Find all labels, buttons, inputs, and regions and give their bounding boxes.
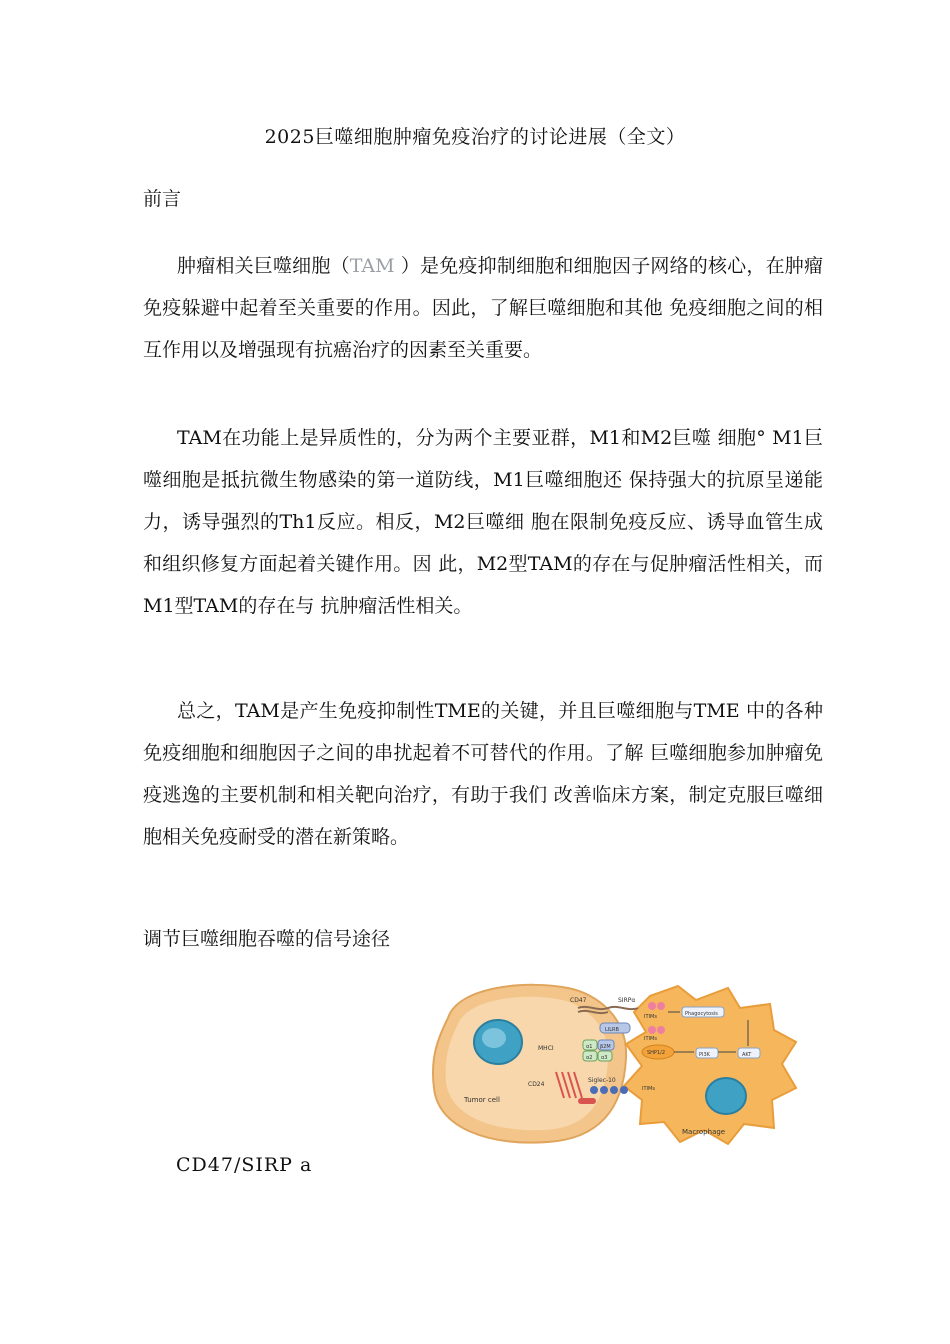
label-itim-1: ITIMs — [644, 1014, 657, 1020]
section-heading-preface: 前言 — [143, 188, 182, 210]
label-itim-3: ITIMs — [642, 1086, 655, 1092]
label-pi3k: PI3K — [699, 1052, 710, 1058]
label-tumor-cell: Tumor cell — [464, 1096, 500, 1104]
label-lilrb: LILRB — [605, 1027, 619, 1033]
paragraph-2: TAM在功能上是异质性的，分为两个主要亚群，M1和M2巨噬 细胞° M1巨噬细胞是抵抗微生物感染的第一道防线，M1巨噬细胞还 保持强大的抗原呈递能力，诱导强烈的Th1反应。相反，M2巨噬细 胞在限制免疫反应、诱导血管生成和组织修复方面起着关键作用。因 此，M2型TAM的存在与促肿瘤活性相关，而M1型TAM的存在与 抗肿瘤活性相关。 — [143, 427, 823, 617]
subheading-cd47-sirpa: CD47/SIRP a — [176, 1154, 313, 1176]
paragraph-1-lead: 肿瘤相关巨噬细胞（ — [177, 255, 350, 277]
label-a2: α2 — [586, 1055, 593, 1061]
label-mhci: MHCI — [538, 1045, 554, 1052]
label-a3: α3 — [601, 1055, 608, 1061]
section-heading-signaling: 调节巨噬细胞吞噬的信号途径 — [143, 928, 391, 950]
label-cd24: CD24 — [528, 1081, 545, 1088]
macrophage-signaling-figure — [428, 978, 800, 1146]
label-b2m: β2M — [600, 1044, 611, 1050]
label-itim-2: ITIMs — [644, 1036, 657, 1042]
label-sirpa: SIRPα — [618, 997, 636, 1004]
paragraph-1 — [143, 245, 823, 371]
page-title: 2025巨噬细胞肿瘤免疫治疗的讨论进展（全文） — [264, 126, 686, 148]
tam-abbrev: TAM — [349, 255, 401, 277]
label-shp: SHP1/2 — [647, 1050, 665, 1056]
label-akt: AKT — [742, 1052, 752, 1058]
label-phagocytosis: Phagocytosis — [685, 1011, 718, 1017]
label-siglec: Siglec-10 — [588, 1077, 616, 1084]
label-cd47: CD47 — [570, 997, 587, 1004]
macrophage-nucleus — [706, 1078, 746, 1114]
label-macrophage: Macrophage — [682, 1128, 726, 1136]
label-a1: α1 — [586, 1044, 593, 1050]
paragraph-3: 总之，TAM是产生免疫抑制性TME的关键，并且巨噬细胞与TME 中的各种免疫细胞和细胞因子之间的串扰起着不可替代的作用。了解 巨噬细胞参加肿瘤免疫逃逸的主要机制和相关靶向治疗，有助于我们 改善临床方案，制定克服巨噬细胞相关免疫耐受的潜在新策略。 — [143, 700, 823, 848]
paragraph-1-body: ）是免疫抑制细胞和细胞因子网络的核心，在肿瘤免疫躲避中起着至关重要的作用。因此，了解巨噬细胞和其他 免疫细胞之间的相互作用以及增强现有抗癌治疗的因素至关重要。 — [143, 255, 823, 361]
